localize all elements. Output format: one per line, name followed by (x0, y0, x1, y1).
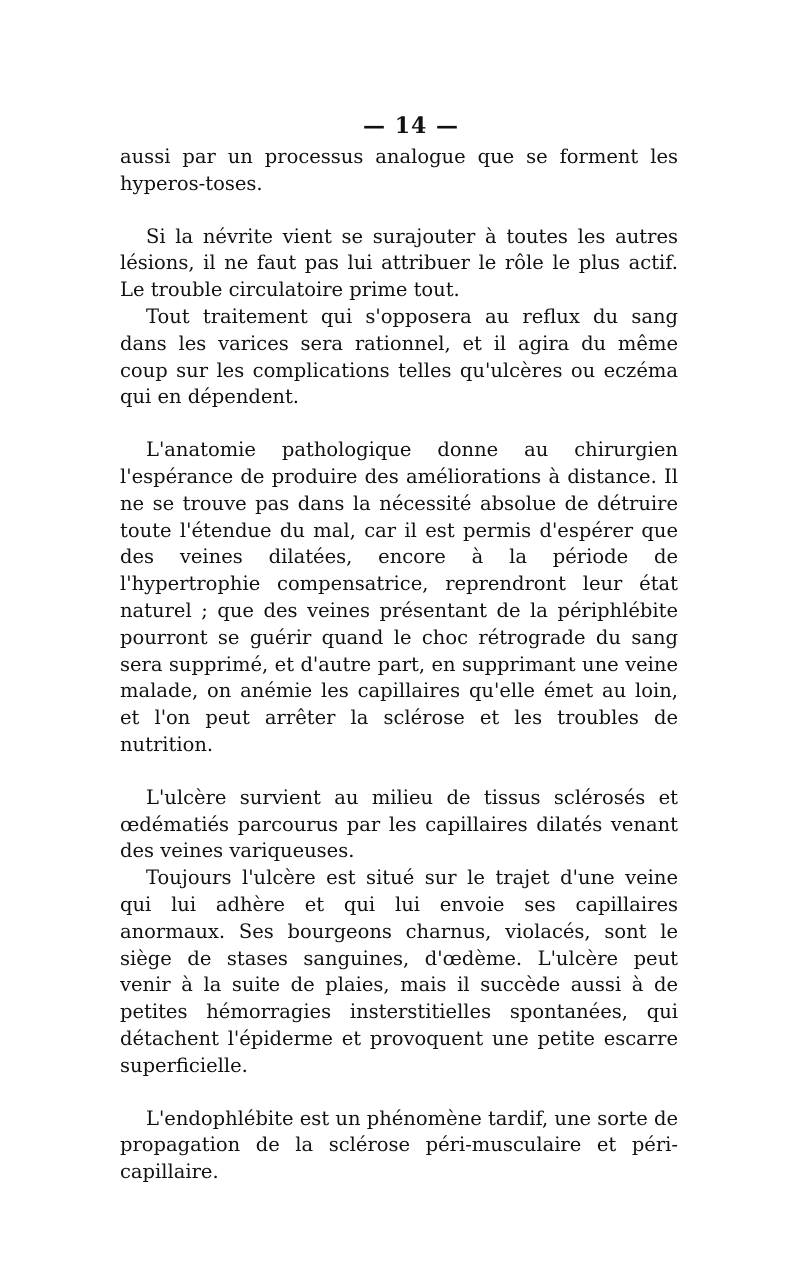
paragraph-gap (120, 759, 678, 785)
paragraph-endophlebite: L'endophlébite est un phénomène tardif, une sorte de propagation de la sclérose péri-musculaire et péri-capillaire. (120, 1106, 678, 1184)
paragraph-gap (120, 198, 678, 224)
paragraph-gap (120, 411, 678, 437)
paragraph-anatomie: L'anatomie pathologique donne au chirurgien l'espérance de produire des améliorations à distance. Il ne se trouve pas dans la nécessité absolue de détruire toute l'étendue du mal, car il est permis d'espérer que des veines dilatées, encore à la période de l'hypertrophie compensatrice, reprendront leur état naturel ; que des veines présentant de la périphlébite pourront se guérir quand le choc rétrograde du sang sera supprimé, et d'autre part, en supprimant une veine malade, on anémie les capillaires qu'elle émet au loin, et l'on peut arrêter la sclérose et les troubles de nutrition. (120, 438, 678, 756)
paragraph-ulcere: L'ulcère survient au milieu de tissus sclérosés et œdématiés parcourus par les capillaires dilatés venant des veines variqueuses. (120, 785, 678, 863)
paragraph-traitement: Tout traitement qui s'opposera au reflux du sang dans les varices sera rationnel, et il agira du même coup sur les complications telles qu'ulcères ou eczéma qui en dépendent. (120, 304, 678, 409)
paragraph-continuation: aussi par un processus analogue que se forment les hyperos-toses. (120, 145, 678, 195)
page-number: — 14 — (363, 113, 459, 139)
book-page (120, 108, 678, 1186)
paragraph-gap (120, 1080, 678, 1106)
paragraph-nevrite: Si la névrite vient se surajouter à toutes les autres lésions, il ne faut pas lui attribuer le rôle le plus actif. Le trouble circulatoire prime tout. (120, 224, 678, 302)
paragraph-toujours: Toujours l'ulcère est situé sur le trajet d'une veine qui lui adhère et qui lui envoie ses capillaires anormaux. Ses bourgeons charnus, violacés, sont le siège de stases sanguines, d'œdème. L'ulcère peut venir à la suite de plaies, mais il succède aussi à de petites hémorragies insterstitielles spontanées, qui détachent l'épiderme et provoquent une petite escarre superficielle. (120, 866, 678, 1077)
